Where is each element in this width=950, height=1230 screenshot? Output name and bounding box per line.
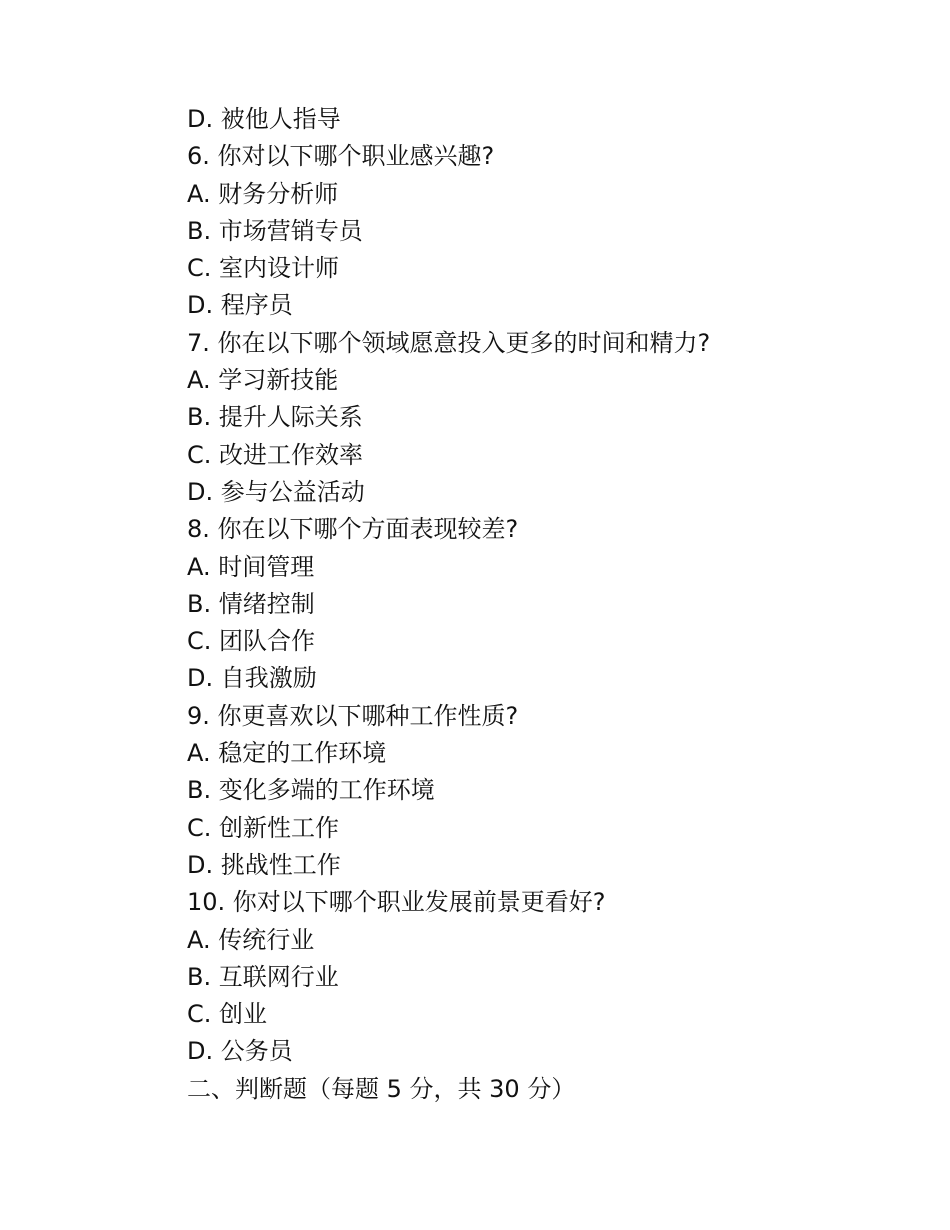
option-7c: C. 改进工作效率 [187, 440, 364, 469]
option-9a: A. 稳定的工作环境 [187, 739, 387, 768]
option-6a: A. 财务分析师 [187, 179, 339, 208]
option-8c: C. 团队合作 [187, 627, 316, 656]
option-9d: D. 挑战性工作 [187, 850, 341, 879]
option-6b: B. 市场营销专员 [187, 216, 363, 245]
option-7a: A. 学习新技能 [187, 366, 339, 395]
question-7: 7. 你在以下哪个领域愿意投入更多的时间和精力? [187, 328, 711, 357]
option-9b: B. 变化多端的工作环境 [187, 776, 435, 805]
option-7d: D. 参与公益活动 [187, 477, 365, 506]
question-8: 8. 你在以下哪个方面表现较差? [187, 515, 519, 544]
question-10: 10. 你对以下哪个职业发展前景更看好? [187, 888, 606, 917]
document-body [187, 101, 887, 1108]
question-9: 9. 你更喜欢以下哪种工作性质? [187, 701, 519, 730]
question-6: 6. 你对以下哪个职业感兴趣? [187, 142, 495, 171]
section-heading-true-false: 二、判断题（每题 5 分，共 30 分） [187, 1074, 576, 1103]
option-7b: B. 提升人际关系 [187, 403, 363, 432]
option-8a: A. 时间管理 [187, 552, 315, 581]
option-9c: C. 创新性工作 [187, 813, 340, 842]
option-6c: C. 室内设计师 [187, 254, 340, 283]
option-5d: D. 被他人指导 [187, 105, 341, 133]
option-8b: B. 情绪控制 [187, 589, 315, 618]
option-10d: D. 公务员 [187, 1037, 293, 1066]
option-8d: D. 自我激励 [187, 664, 317, 693]
option-10b: B. 互联网行业 [187, 962, 339, 991]
option-10c: C. 创业 [187, 1000, 268, 1029]
option-10a: A. 传统行业 [187, 925, 315, 954]
option-6d: D. 程序员 [187, 291, 293, 320]
